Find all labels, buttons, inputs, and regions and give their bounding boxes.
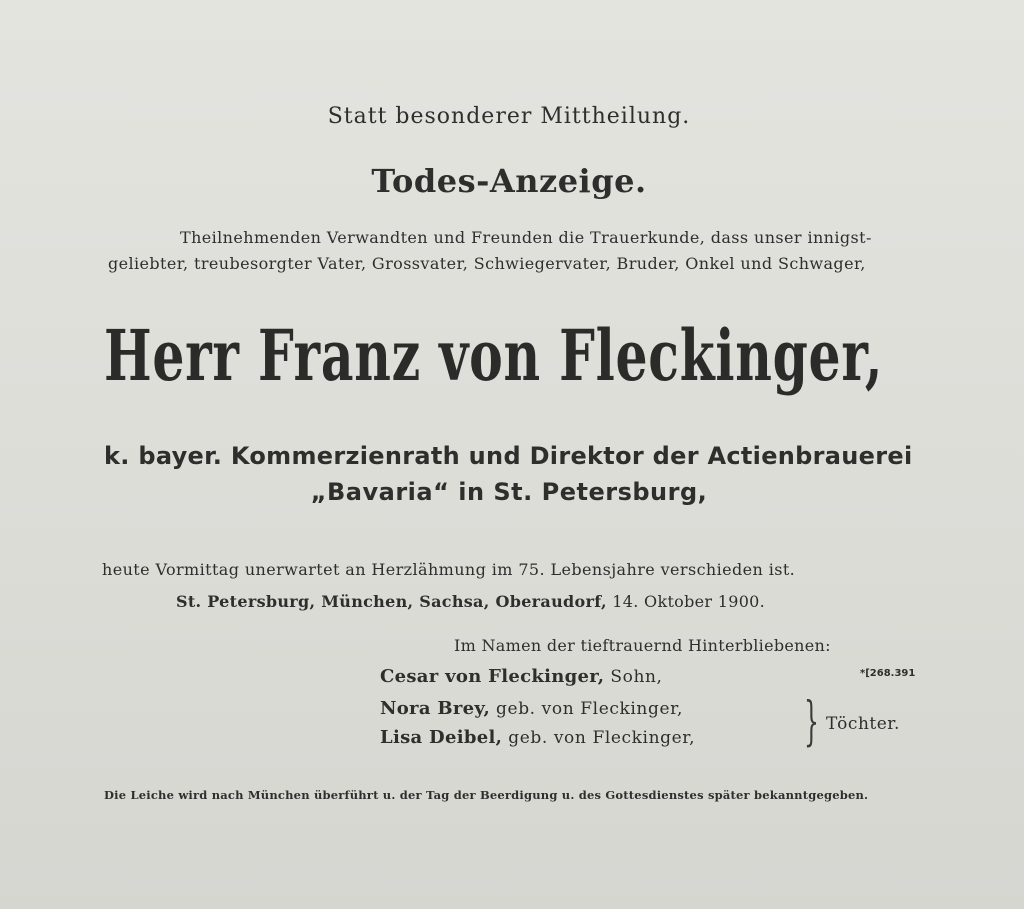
place-date-line bbox=[176, 592, 1014, 611]
date: 14. Oktober 1900. bbox=[612, 592, 766, 611]
signer-son bbox=[380, 666, 663, 687]
signer-relation: geb. von Fleckinger, bbox=[508, 728, 696, 748]
funeral-note: Die Leiche wird nach München überführt u. der Tag der Beerdigung u. des Gottesdienstes später bekanntgegeben. bbox=[104, 788, 869, 802]
deceased-title-line-1: k. bayer. Kommerzienrath und Direktor der Actienbrauerei bbox=[104, 442, 913, 470]
notice-title: Todes-Anzeige. bbox=[371, 162, 647, 200]
bleed-through-text-bottom bbox=[80, 830, 930, 900]
notice-header: Statt besonderer Mittheilung. bbox=[327, 104, 691, 129]
signer-name: Cesar von Fleckinger, bbox=[380, 666, 605, 687]
signer-name: Nora Brey, bbox=[380, 698, 491, 719]
deceased-name: Herr Franz von Fleckinger, bbox=[104, 314, 884, 397]
intro-line-2: geliebter, treubesorgter Vater, Grossvater, Schwiegervater, Bruder, Onkel und Schwager, bbox=[108, 254, 866, 273]
reference-number: *[268.391 bbox=[860, 668, 916, 679]
mourners-intro: Im Namen der tieftrauernd Hinterbliebenen: bbox=[454, 636, 831, 655]
death-notice bbox=[90, 82, 928, 822]
places: St. Petersburg, München, Sachsa, Oberaudorf, bbox=[176, 592, 607, 611]
death-statement: heute Vormittag unerwartet an Herzlähmung im 75. Lebensjahre verschieden ist. bbox=[102, 560, 796, 579]
signer-relation: geb. von Fleckinger, bbox=[496, 699, 683, 719]
intro-line-1: Theilnehmenden Verwandten und Freunden die Trauerkunde, dass unser innigst- bbox=[180, 228, 872, 247]
deceased-title-line-2: „Bavaria“ in St. Petersburg, bbox=[310, 478, 708, 506]
signer-daughter-2 bbox=[380, 727, 695, 748]
curly-brace-icon: } bbox=[804, 692, 819, 752]
bleed-through-text-right bbox=[930, 20, 1020, 880]
bleed-through-text-left bbox=[6, 20, 76, 880]
signer-name: Lisa Deibel, bbox=[380, 727, 503, 748]
signer-daughter-1 bbox=[380, 698, 683, 719]
signer-relation: Sohn, bbox=[610, 667, 663, 687]
daughters-label: Töchter. bbox=[826, 714, 900, 734]
